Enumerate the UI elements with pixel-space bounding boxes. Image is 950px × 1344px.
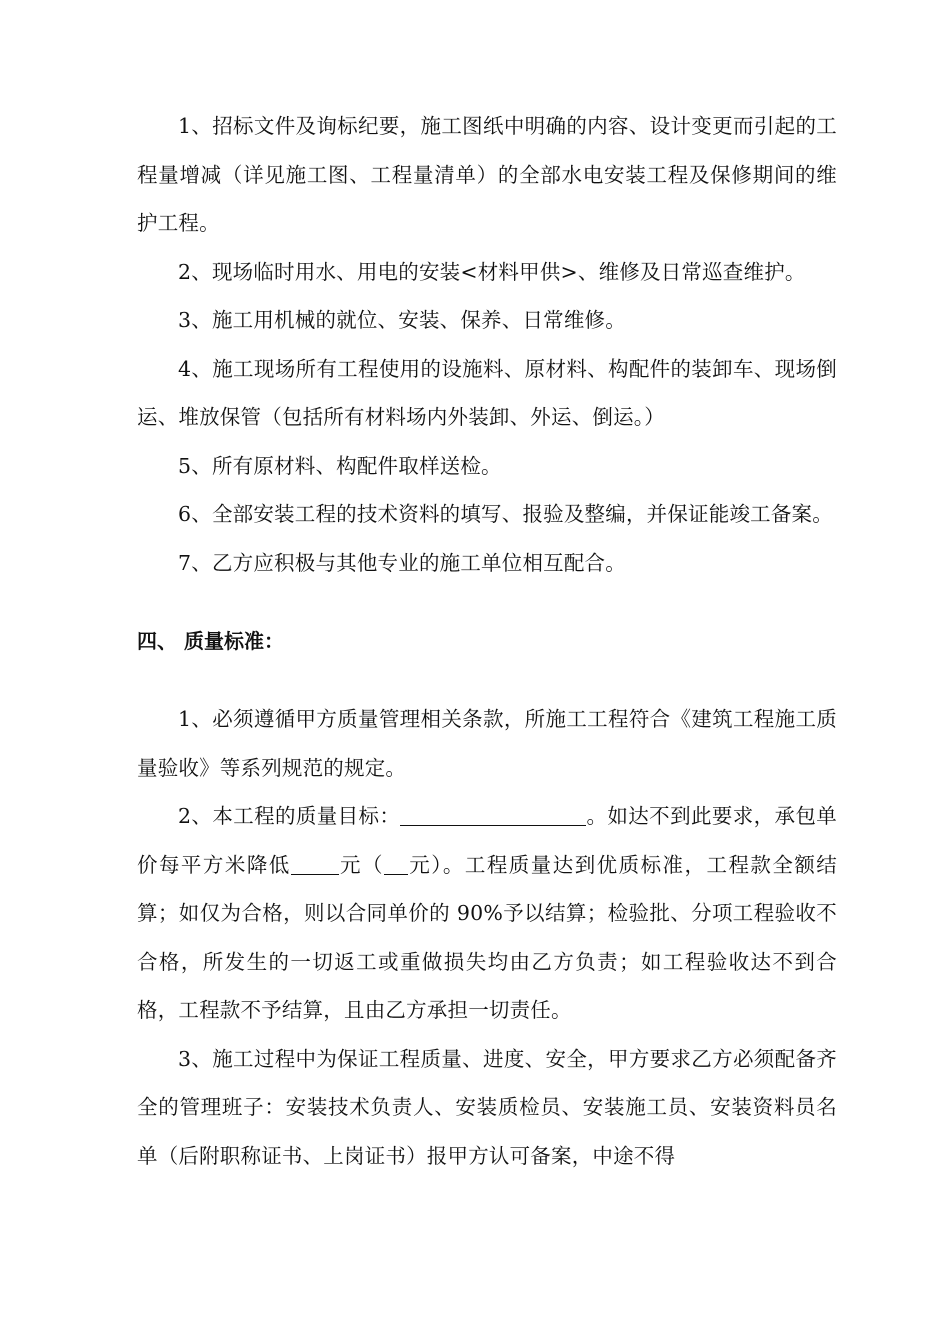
scope-item-3: 3、施工用机械的就位、安装、保养、日常维修。 bbox=[178, 308, 626, 332]
scope-item-5: 5、所有原材料、构配件取样送检。 bbox=[178, 453, 502, 478]
price-reduction-blank bbox=[291, 854, 339, 875]
quality-item-2-text-a: 2、本工程的质量目标： bbox=[178, 804, 401, 828]
document-page bbox=[137, 102, 837, 1180]
scope-item-6: 6、全部安装工程的技术资料的填写、报验及整编，并保证能竣工备案。 bbox=[178, 502, 833, 526]
quality-item-2-text-b: 。如达不到此要求，承包单价每平方米降低 bbox=[137, 804, 837, 877]
scope-item-1: 1、招标文件及询标纪要，施工图纸中明确的内容、设计变更而引起的工程量增减（详见施工图、工程量清单）的全部水电安装工程及保修期间的维护工程。 bbox=[137, 114, 837, 235]
section-heading-quality: 四、 质量标准： bbox=[137, 629, 284, 653]
quality-item-2-text-c: 元（ bbox=[338, 852, 384, 877]
quality-item-3: 3、施工过程中为保证工程质量、进度、安全，甲方要求乙方必须配备齐全的管理班子：安装技术负责人、安装质检员、安装施工员、安装资料员名单（后附职称证书、上岗证书）报甲方认可备案，中途不得 bbox=[137, 1046, 837, 1168]
price-reduction-words-blank bbox=[384, 854, 408, 875]
quality-item-2 bbox=[137, 792, 837, 1035]
quality-item-2-text-d: 元）。工程质量达到优质标准，工程款全额结算；如仅为合格，则以合同单价的 90%予以结算；检验批、分项工程验收不合格，所发生的一切返工或重做损失均由乙方负责；如工程验收达不到合格，工程款不予结算，且由乙方承担一切责任。 bbox=[137, 852, 838, 1022]
quality-item-1: 1、必须遵循甲方质量管理相关条款，所施工工程符合《建筑工程施工质量验收》等系列规范的规定。 bbox=[137, 707, 837, 780]
scope-item-4: 4、施工现场所有工程使用的设施料、原材料、构配件的装卸车、现场倒运、堆放保管（包括所有材料场内外装卸、外运、倒运。） bbox=[137, 356, 837, 429]
quality-target-blank bbox=[400, 805, 586, 826]
scope-item-7: 7、乙方应积极与其他专业的施工单位相互配合。 bbox=[178, 550, 626, 575]
scope-item-2: 2、现场临时用水、用电的安装<材料甲供>、维修及日常巡查维护。 bbox=[178, 259, 806, 284]
